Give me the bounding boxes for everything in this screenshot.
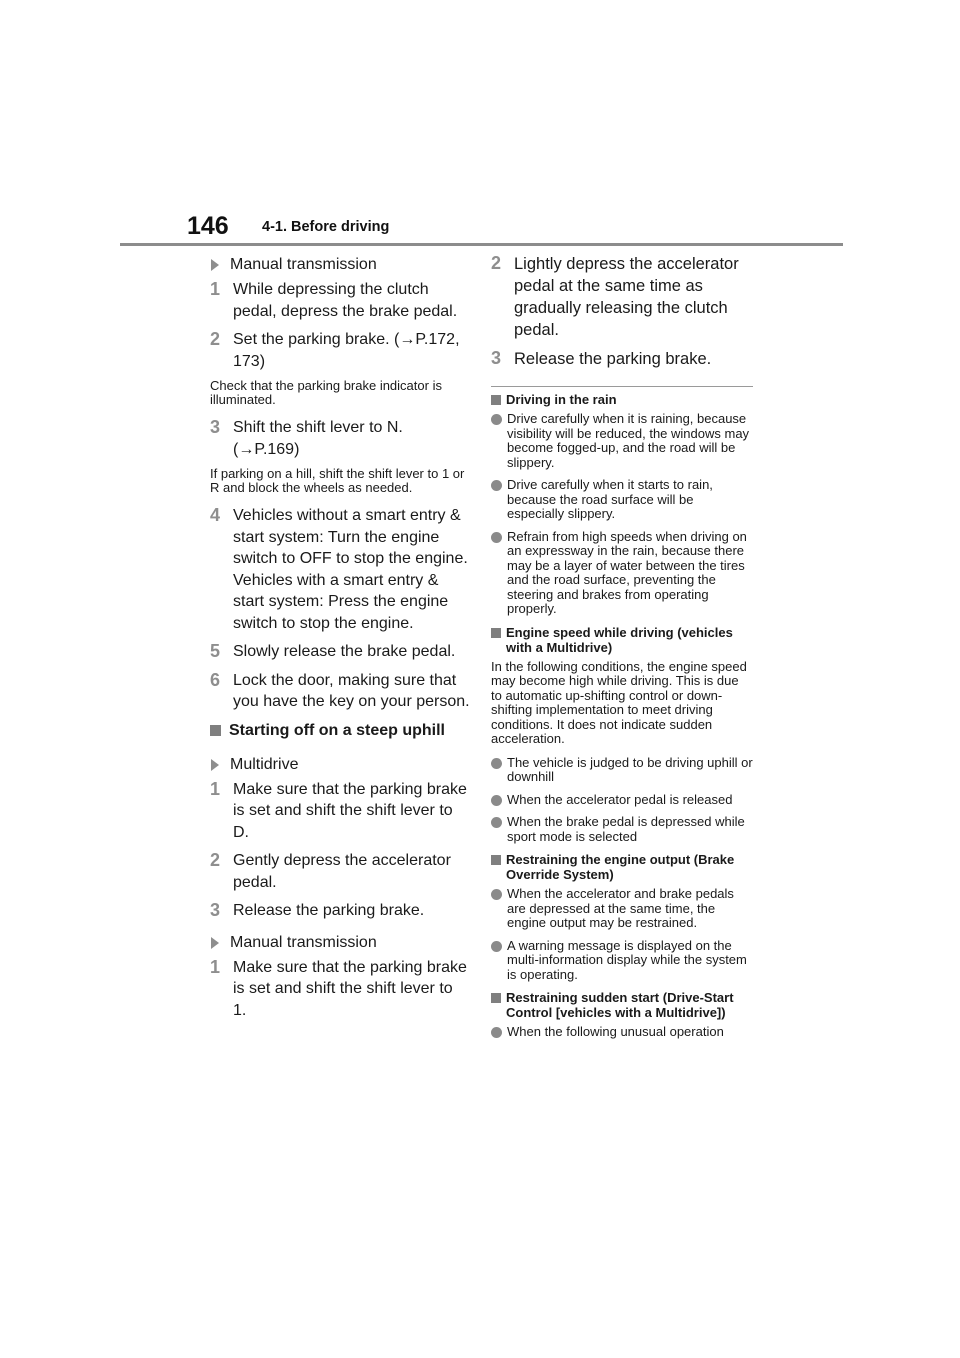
step-number: 2 [491, 253, 502, 273]
square-bullet-icon [491, 395, 501, 405]
step-number: 2 [210, 850, 221, 870]
circle-bullet-icon [491, 817, 502, 828]
page-number: 146 [187, 212, 229, 240]
circle-bullet-icon [491, 1027, 502, 1038]
subheading-manual-transmission: Manual transmission [210, 254, 470, 276]
step [491, 253, 753, 341]
section-heading-drive-start-control: Restraining sudden start (Drive-Start Control [vehicles with a Multidrive]) [491, 990, 753, 1020]
step-text: Release the parking brake. [233, 902, 425, 919]
section-heading-engine-speed: Engine speed while driving (vehicles with a Multidrive) [491, 625, 753, 655]
step-text: While depressing the clutch pedal, depress the brake pedal. [233, 281, 458, 320]
left-column [210, 253, 470, 1028]
triangle-bullet-icon [211, 759, 219, 771]
step-number: 3 [491, 348, 502, 368]
square-bullet-icon [491, 628, 501, 638]
step-text: Slowly release the brake pedal. [233, 643, 456, 660]
step-number: 3 [210, 900, 221, 920]
step [210, 417, 470, 460]
circle-bullet-icon [491, 941, 502, 952]
list-item: When the following unusual operation [491, 1025, 753, 1040]
step [210, 900, 470, 922]
step [491, 348, 753, 370]
section-heading-brake-override: Restraining the engine output (Brake Override System) [491, 852, 753, 882]
step-text: Set the parking brake. (→P.172, 173) [233, 331, 460, 370]
step-text: Make sure that the parking brake is set and shift the shift lever to D. [233, 780, 467, 841]
step-text: Vehicles with a smart entry & start system: Press the engine switch to stop the engine. [233, 571, 449, 632]
list-item: The vehicle is judged to be driving uphill or downhill [491, 756, 753, 785]
right-column [491, 253, 753, 1048]
step-number: 2 [210, 329, 221, 349]
square-bullet-icon [491, 855, 501, 865]
triangle-bullet-icon [211, 259, 219, 271]
list-item: When the accelerator and brake pedals are depressed at the same time, the engine output may be restrained. [491, 887, 753, 931]
step-text: Release the parking brake. [514, 350, 712, 368]
step-note: Check that the parking brake indicator is illuminated. [210, 378, 442, 407]
step [210, 957, 470, 1022]
step-text: Shift the shift lever to N. (→P.169) [233, 419, 403, 458]
header-divider [120, 243, 843, 246]
step-text: Lock the door, making sure that you have the key on your person. [233, 671, 470, 710]
list-item: When the brake pedal is depressed while sport mode is selected [491, 815, 753, 844]
step-number: 3 [210, 417, 221, 437]
list-item: Drive carefully when it starts to rain, because the road surface will be especially slippery. [491, 478, 753, 522]
list-item: When the accelerator pedal is released [491, 793, 753, 808]
section-heading-rain: Driving in the rain [491, 392, 753, 407]
square-bullet-icon [491, 993, 501, 1003]
step-text: Vehicles without a smart entry & start system: Turn the engine switch to OFF to stop the engine. [233, 507, 468, 567]
step [210, 279, 470, 322]
list-item: A warning message is displayed on the multi-information display while the system is operating. [491, 939, 753, 983]
list-item: Refrain from high speeds when driving on an expressway in the rain, because there may be a layer of water between the tires and the road surface, preventing the steering and brakes from operating properly. [491, 530, 753, 617]
step [210, 850, 470, 893]
step-number: 4 [210, 505, 221, 525]
step-text: Make sure that the parking brake is set and shift the shift lever to 1. [233, 958, 467, 1019]
step-number: 6 [210, 669, 221, 690]
section-divider [491, 386, 753, 387]
paragraph: In the following conditions, the engine speed may become high while driving. This is due to automatic up-shifting control or down-shifting implementation to meet driving conditions. It does not indicate sudden acceleration. [491, 658, 747, 746]
step-number: 1 [210, 956, 221, 977]
step-number: 1 [210, 778, 221, 799]
step-note: If parking on a hill, shift the shift lever to 1 or R and block the wheels as needed. [210, 466, 465, 495]
square-bullet-icon [210, 725, 221, 736]
subheading-multidrive: Multidrive [210, 754, 470, 776]
step [210, 779, 470, 844]
step-text: Gently depress the accelerator pedal. [233, 852, 451, 891]
step [210, 329, 470, 372]
section-title: 4-1. Before driving [262, 219, 390, 235]
circle-bullet-icon [491, 795, 502, 806]
section-heading-uphill: Starting off on a steep uphill [210, 720, 470, 742]
step-text: Lightly depress the accelerator pedal at the same time as gradually releasing the clutch pedal. [514, 255, 739, 339]
step [210, 670, 470, 713]
circle-bullet-icon [491, 414, 502, 425]
list-item: Drive carefully when it is raining, because visibility will be reduced, the windows may become fogged-up, and the road will be slippery. [491, 412, 753, 470]
subheading-manual-transmission: Manual transmission [210, 932, 470, 954]
step-number: 5 [210, 641, 221, 661]
step-number: 1 [210, 279, 221, 299]
circle-bullet-icon [491, 758, 502, 769]
step [210, 641, 470, 663]
circle-bullet-icon [491, 532, 502, 543]
circle-bullet-icon [491, 480, 502, 491]
triangle-bullet-icon [211, 937, 219, 949]
circle-bullet-icon [491, 889, 502, 900]
step [210, 505, 470, 634]
